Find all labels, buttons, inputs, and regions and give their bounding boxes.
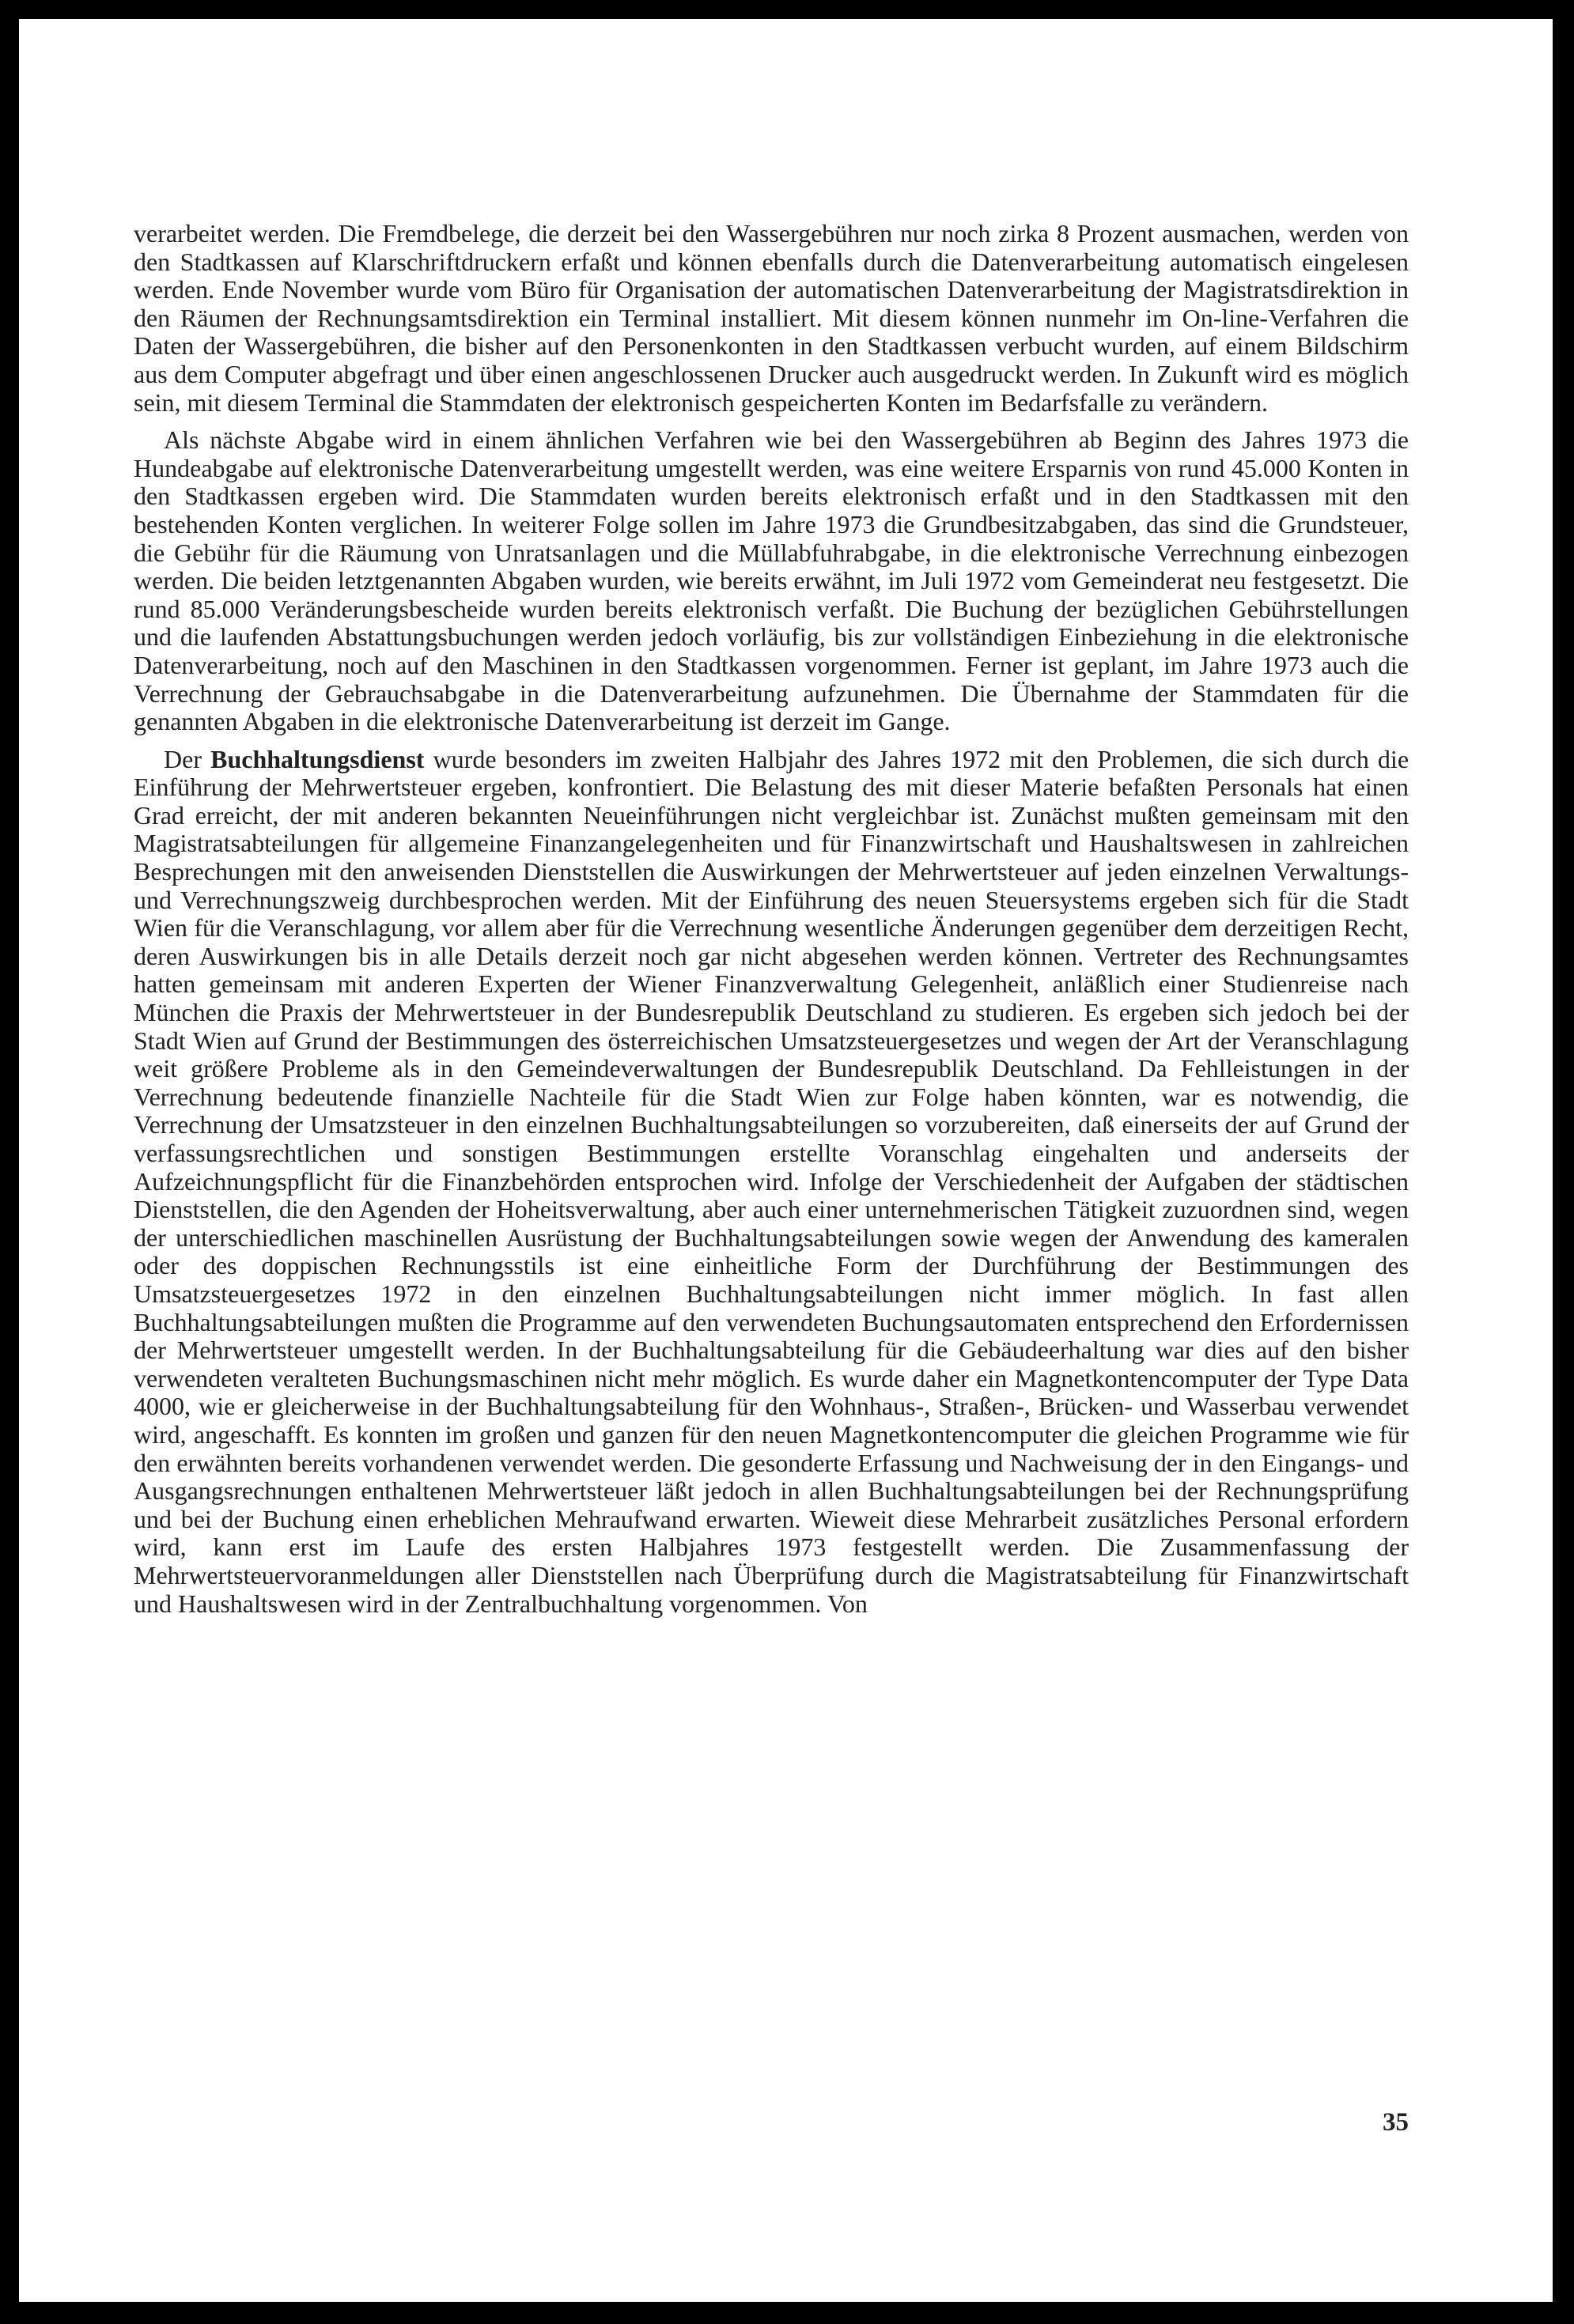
section-keyword: Buchhaltungsdienst [210, 744, 425, 773]
paragraph-text: wurde besonders im zweiten Halbjahr des Jahres 1972 mit den Problemen, die sich durch die Einführung der Mehrwertsteuer ergeben, konfrontiert. Die Belastung des mit dieser Materie befaßten Personals hat einen Grad erreicht, der mit anderen bekannten Neueinführungen nicht vergleichbar ist. Zunächst mußten gemeinsam mit den Magistratsabteilungen für allgemeine Finanzangelegenheiten und für Finanzwirtschaft und Haushaltswesen in zahlreichen Besprechungen mit den anweisenden Dienststellen die Auswirkungen der Mehrwertsteuer auf jeden einzelnen Verwaltungs- und Verrechnungszweig durchbesprochen werden. Mit der Einführung des neuen Steuersystems ergeben sich für die Stadt Wien für die Veranschlagung, vor allem aber für die Verrechnung wesentliche Änderungen gegenüber dem derzeitigen Recht, deren Auswirkungen bis in alle Details derzeit noch gar nicht abgesehen werden können. Vertreter des Rechnungsamtes hatten gemeinsam mit anderen Experten der Wiener Finanzverwaltung Gelegenheit, anläßlich einer Studienreise nach München die Praxis der Mehrwertsteuer in der Bundesrepublik Deutschland zu studieren. Es ergeben sich jedoch bei der Stadt Wien auf Grund der Bestimmungen des österreichischen Umsatzsteuergesetzes und wegen der Art der Veranschlagung weit größere Probleme als in den Gemeindeverwaltungen der Bundesrepublik Deutschland. Da Fehlleistungen in der Verrechnung bedeutende finanzielle Nachteile für die Stadt Wien zur Folge haben könnten, war es notwendig, die Verrechnung der Umsatzsteuer in den einzelnen Buchhaltungsabteilungen so vorzubereiten, daß einerseits der auf Grund der verfassungsrechtlichen und sonstigen Bestimmungen erstellte Voranschlag eingehalten und anderseits der Aufzeichnungspflicht für die Finanzbehörden entsprochen wird. Infolge der Verschiedenheit der Aufgaben der städtischen Dienststellen, die den Agenden der Hoheitsverwaltung, aber auch einer unternehmerischen Tätigkeit zuzuordnen sind, wegen der unterschiedlichen maschinellen Ausrüstung der Buchhaltungsabteilungen sowie wegen der Anwendung des kameralen oder des doppischen Rechnungsstils ist eine einheitliche Form der Durchführung der Bestimmungen des Umsatzsteuergesetzes 1972 in den einzelnen Buchhaltungsabteilungen nicht immer möglich. In fast allen Buchhaltungsabteilungen mußten die Programme auf den verwendeten Buchungsautomaten entsprechend den Erfordernissen der Mehrwertsteuer umgestellt werden. In der Buchhaltungsabteilung für die Gebäudeerhaltung war dies auf den bisher verwendeten veralteten Buchungsmaschinen nicht mehr möglich. Es wurde daher ein Magnetkontencomputer der Type Data 4000, wie er gleicherweise in der Buchhaltungsabteilung für den Wohnhaus-, Straßen-, Brücken- und Wasserbau verwendet wird, angeschafft. Es konnten im großen und ganzen für den neuen Magnetkontencomputer die gleichen Programme wie für den erwähnten bereits vorhandenen verwendet werden. Die gesonderte Erfassung und Nachweisung der in den Eingangs- und Ausgangsrechnungen enthaltenen Mehrwertsteuer läßt jedoch in allen Buchhaltungsabteilungen bei der Rechnungsprüfung und bei der Buchung einen erheblichen Mehraufwand erwarten. Wieweit diese Mehrarbeit zusätzliches Personal erfordern wird, kann erst im Laufe des ersten Halbjahres 1973 festgestellt werden. Die Zusammenfassung der Mehrwertsteuervoranmeldungen aller Dienststellen nach Überprüfung durch die Magistratsabteilung für Finanzwirtschaft und Haushaltswesen wird in der Zentralbuchhaltung vorgenommen. Von [134, 744, 1409, 1618]
paragraph-text: verarbeitet werden. Die Fremdbelege, die derzeit bei den Wassergebühren nur noch zirka 8 Prozent ausmachen, werden von den Stadtkassen auf Klarschriftdruckern erfaßt und können ebenfalls durch die Datenverarbeitung automatisch eingelesen werden. Ende November wurde vom Büro für Organisation der automatischen Datenverarbeitung der Magistratsdirektion in den Räumen der Rechnungsamtsdirektion ein Terminal installiert. Mit diesem können nunmehr im On-line-Verfahren die Daten der Wassergebühren, die bisher auf den Personenkonten in den Stadtkassen verbucht wurden, auf einem Bildschirm aus dem Computer abgefragt und über einen angeschlossenen Drucker auch ausgedruckt werden. In Zukunft wird es möglich sein, mit diesem Terminal die Stammdaten der elektronisch gespeicherten Konten im Bedarfsfalle zu verändern. [134, 219, 1409, 417]
paper-sheet [19, 19, 1553, 2302]
page-number: 35 [1383, 2108, 1409, 2137]
paragraph-text: Als nächste Abgabe wird in einem ähnlichen Verfahren wie bei den Wassergebühren ab Beginn des Jahres 1973 die Hundeabgabe auf elektronische Datenverarbeitung umgestellt werden, was eine weitere Ersparnis von rund 45.000 Konten in den Stadtkassen ergeben wird. Die Stammdaten wurden bereits elektronisch erfaßt und in den Stadtkassen mit den bestehenden Konten verglichen. In weiterer Folge sollen im Jahre 1973 die Grundbesitzabgaben, das sind die Grundsteuer, die Gebühr für die Räumung von Unratsanlagen und die Müllabfuhrabgabe, in die elektronische Verrechnung einbezogen werden. Die beiden letztgenannten Abgaben wurden, wie bereits erwähnt, im Juli 1972 vom Gemeinderat neu festgesetzt. Die rund 85.000 Veränderungsbescheide wurden bereits elektronisch verfaßt. Die Buchung der bezüglichen Gebührstellungen und die laufenden Abstattungsbuchungen werden jedoch vorläufig, bis zur vollständigen Einbeziehung in die elektronische Datenverarbeitung, noch auf den Maschinen in den Stadtkassen vorgenommen. Ferner ist geplant, im Jahre 1973 auch die Verrechnung der Gebrauchsabgabe in die Datenverarbeitung aufzunehmen. Die Übernahme der Stammdaten für die genannten Abgaben in die elektronische Datenverarbeitung ist derzeit im Gange. [134, 425, 1409, 736]
paragraph-datenverarbeitung-wasser [134, 220, 1409, 417]
body-text [134, 220, 1409, 1627]
paragraph-hundeabgabe [134, 426, 1409, 736]
paragraph-buchhaltungsdienst [134, 746, 1409, 1618]
paragraph-lead: Der [164, 744, 202, 773]
